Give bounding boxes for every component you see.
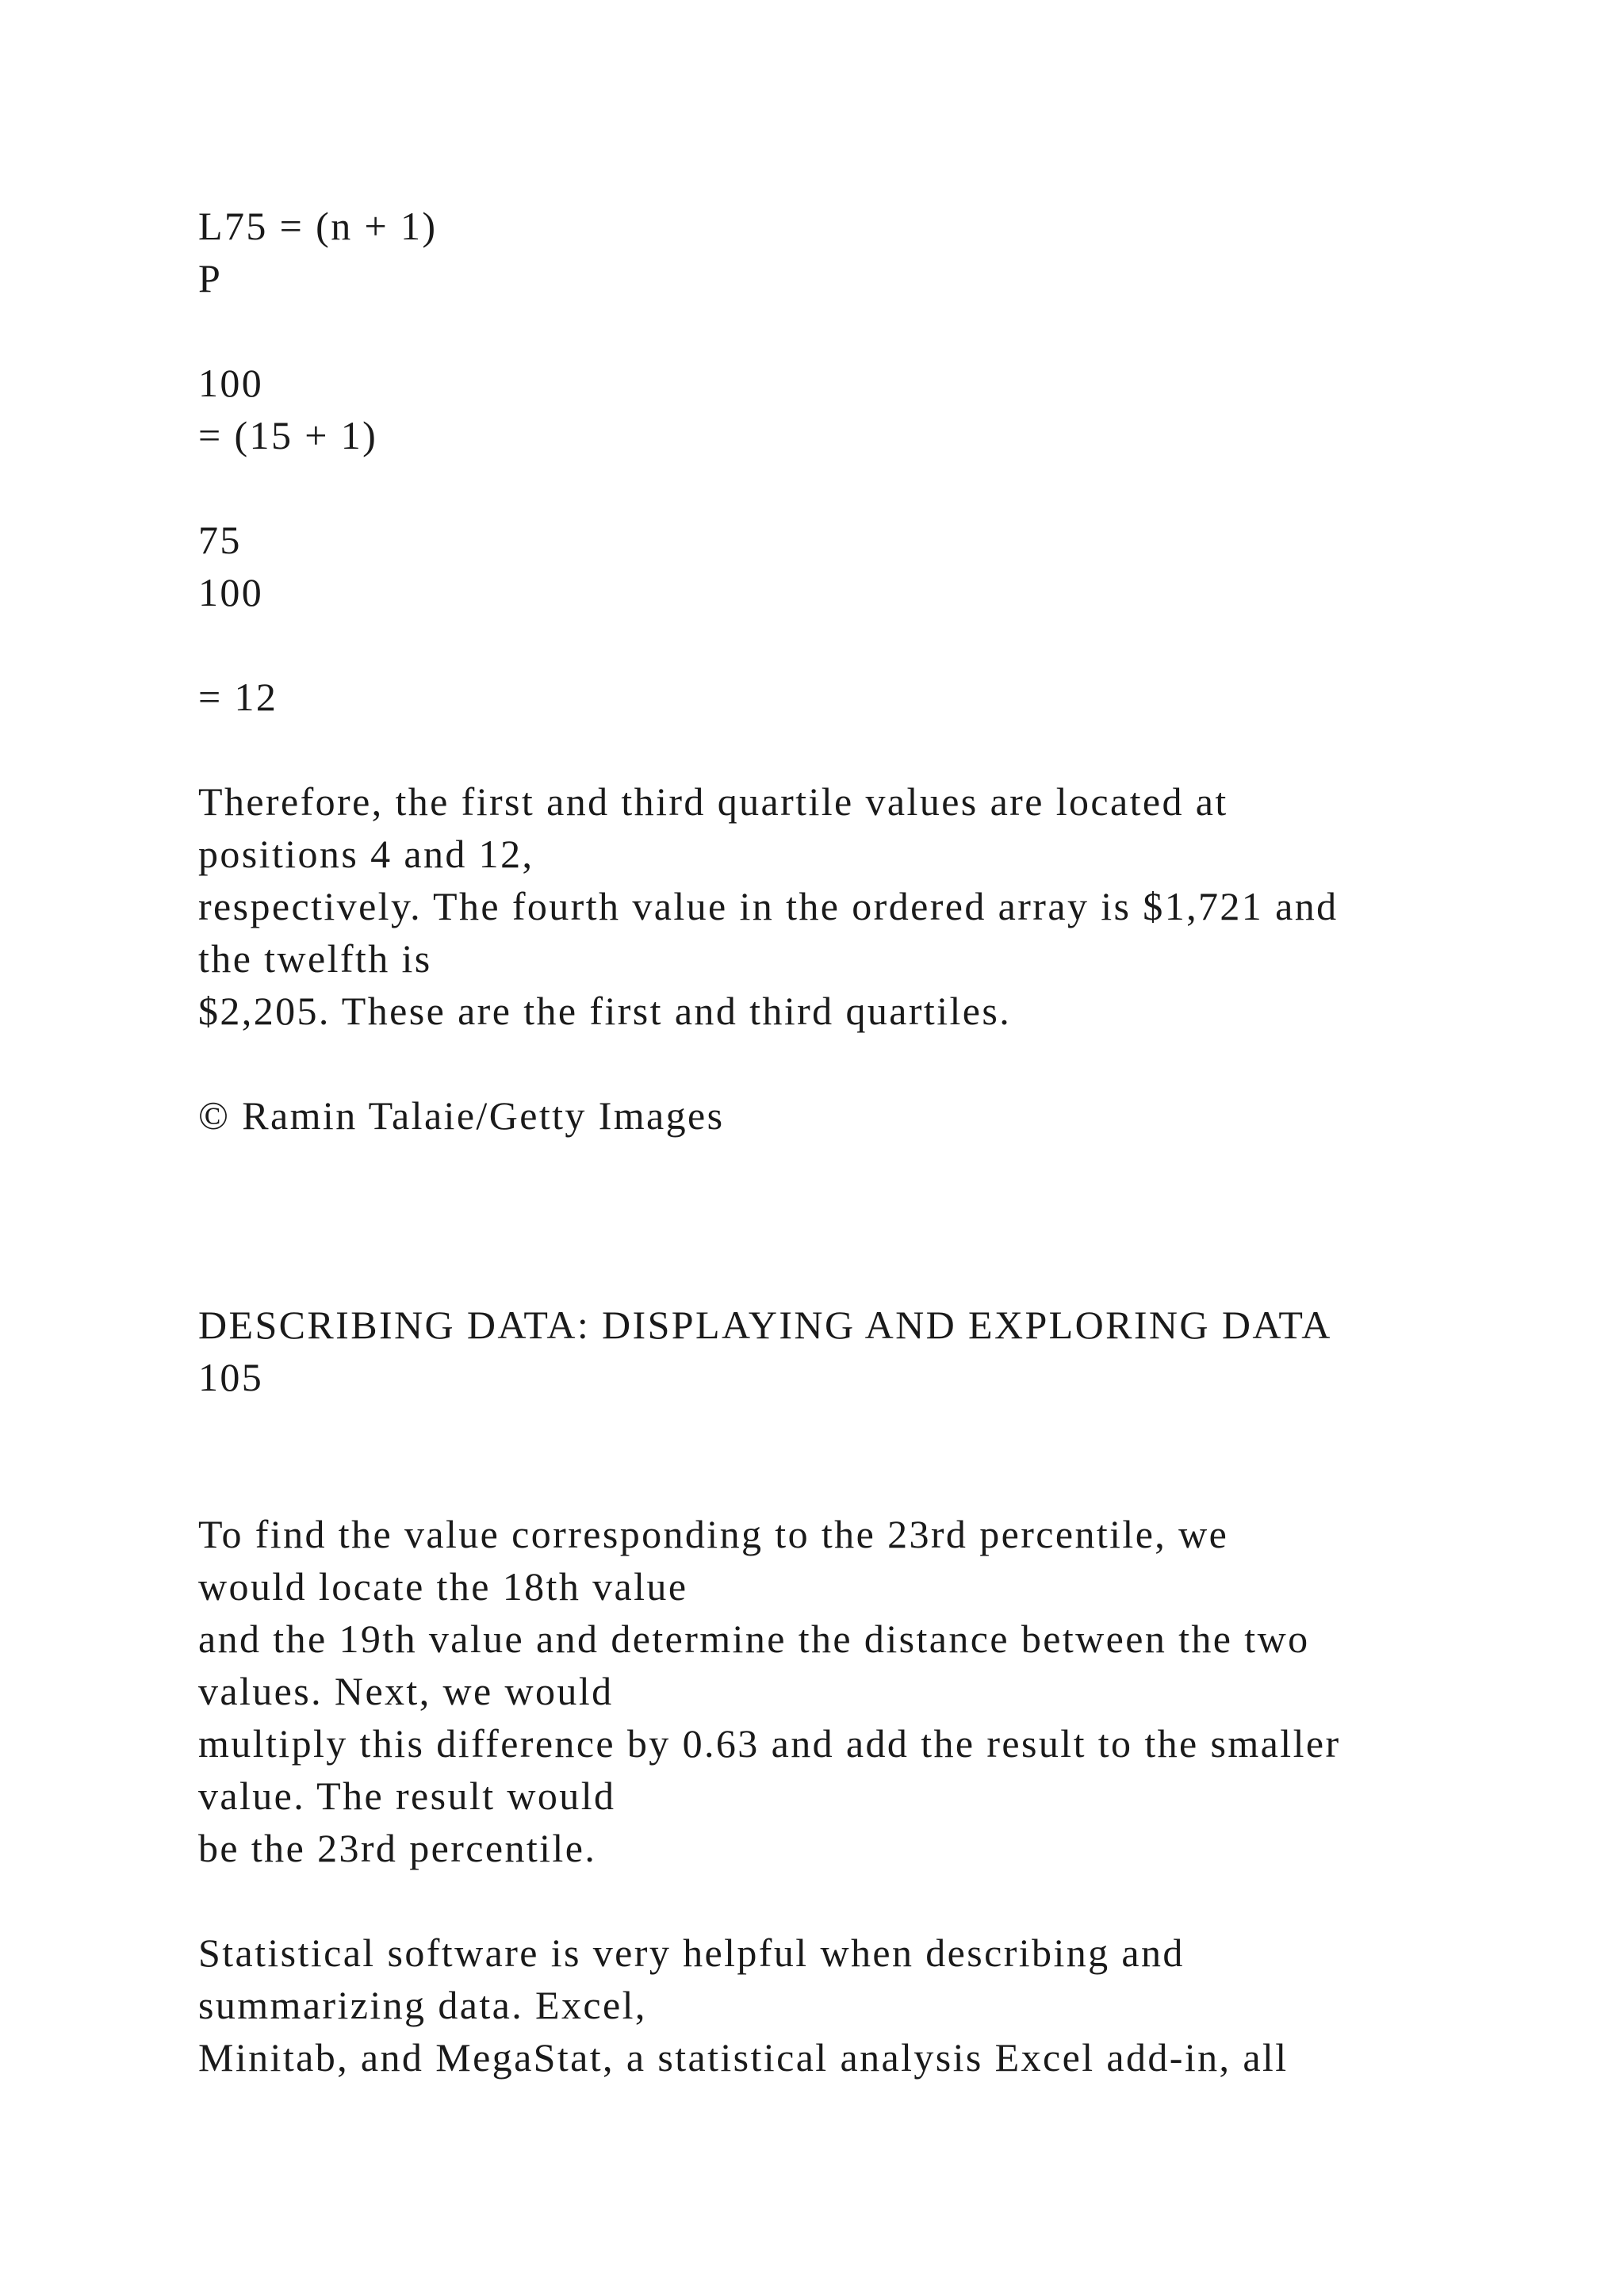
formula-line-substitution: = (15 + 1) bbox=[198, 413, 378, 457]
paragraph-line: be the 23rd percentile. bbox=[198, 1826, 597, 1870]
paragraph-line: and the 19th value and determine the distance between the two bbox=[198, 1617, 1310, 1661]
formula-line-l75: L75 = (n + 1) bbox=[198, 204, 438, 248]
paragraph-line: To find the value corresponding to the 23rd percentile, we bbox=[198, 1512, 1229, 1556]
paragraph-line: value. The result would bbox=[198, 1774, 616, 1818]
paragraph-line: Statistical software is very helpful when describing and bbox=[198, 1931, 1185, 1975]
paragraph-line: $2,205. These are the first and third quartiles. bbox=[198, 989, 1012, 1033]
paragraph-line: Therefore, the first and third quartile values are located at bbox=[198, 779, 1228, 824]
paragraph-line: the twelfth is bbox=[198, 936, 432, 981]
paragraph-line: Minitab, and MegaStat, a statistical analysis Excel add-in, all bbox=[198, 2035, 1289, 2080]
paragraph-line: values. Next, we would bbox=[198, 1669, 614, 1713]
formula-line-numerator: 75 bbox=[198, 518, 242, 562]
formula-line-denominator-2: 100 bbox=[198, 570, 264, 614]
paragraph-line: positions 4 and 12, bbox=[198, 832, 534, 876]
paragraph-line: multiply this difference by 0.63 and add the result to the smaller bbox=[198, 1721, 1341, 1766]
photo-credit: © Ramin Talaie/Getty Images bbox=[198, 1093, 725, 1138]
formula-line-p: P bbox=[198, 256, 223, 300]
paragraph-line: summarizing data. Excel, bbox=[198, 1983, 647, 2027]
page-number: 105 bbox=[198, 1355, 264, 1399]
formula-line-result: = 12 bbox=[198, 675, 278, 719]
paragraph-line: respectively. The fourth value in the ordered array is $1,721 and bbox=[198, 884, 1339, 928]
formula-line-denominator: 100 bbox=[198, 361, 264, 405]
paragraph-line: would locate the 18th value bbox=[198, 1564, 688, 1609]
running-header: DESCRIBING DATA: DISPLAYING AND EXPLORING DATA bbox=[198, 1303, 1332, 1347]
